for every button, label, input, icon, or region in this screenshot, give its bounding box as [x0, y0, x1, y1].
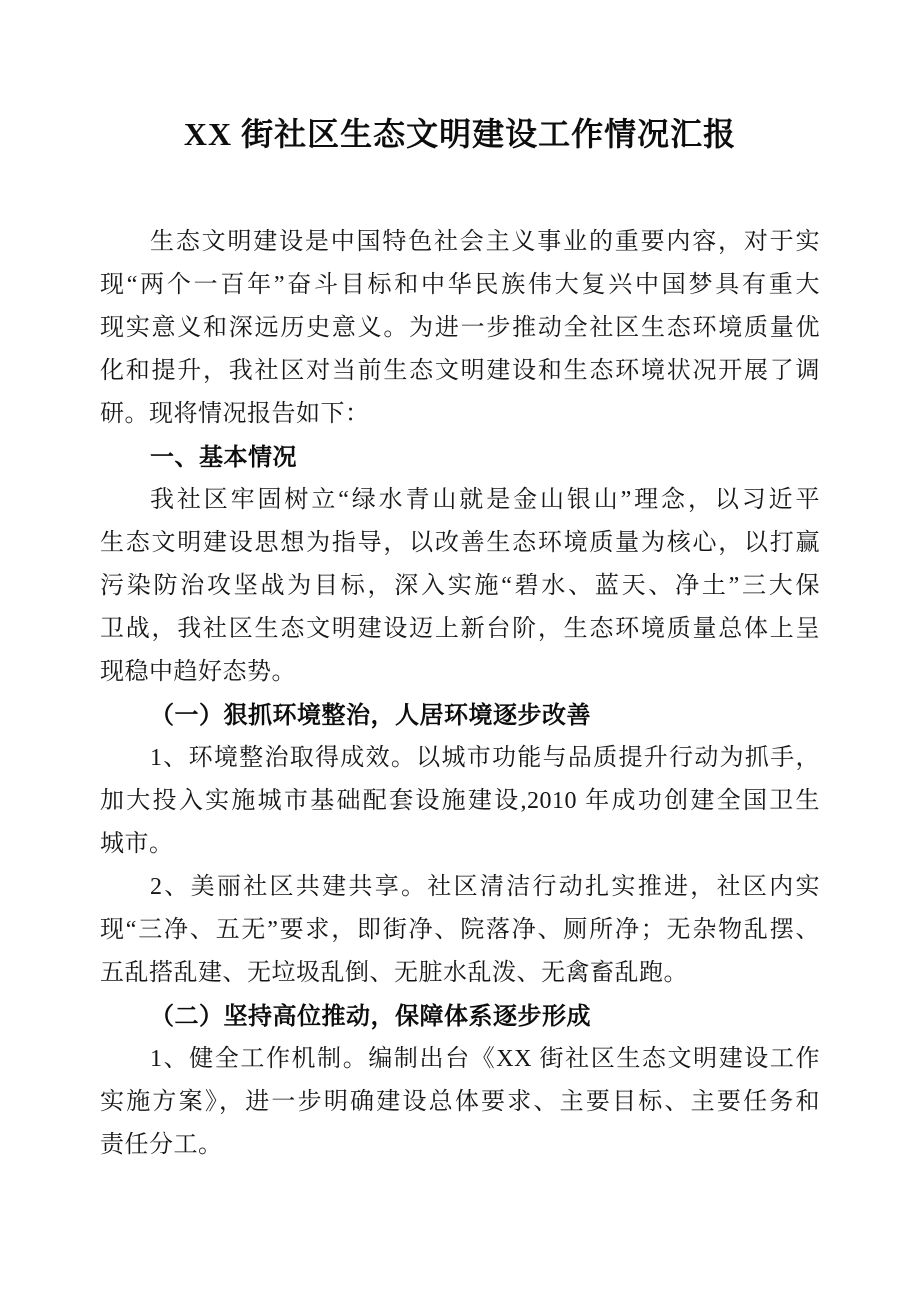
text-line: 现“三净、五无”要求，即街净、院落净、厕所净；无杂物乱摆、 — [100, 917, 820, 943]
text-line: 生态文明建设思想为指导，以改善生态环境质量为核心，以打赢 — [100, 530, 820, 556]
text-line: 现“两个一百年”奋斗目标和中华民族伟大复兴中国梦具有重大 — [100, 272, 820, 298]
text-line: 加大投入实施城市基础配套设施建设,2010 年成功创建全国卫生 — [100, 788, 820, 814]
text-line: 1、健全工作机制。编制出台《XX 街社区生态文明建设工作 — [150, 1046, 820, 1072]
text-line: 实施方案》，进一步明确建设总体要求、主要目标、主要任务和 — [100, 1089, 820, 1115]
text-line: 现实意义和深远历史意义。为进一步推动全社区生态环境质量优 — [100, 315, 820, 341]
text-line: 研。现将情况报告如下： — [100, 401, 370, 427]
text-line: 1、环境整治取得成效。以城市功能与品质提升行动为抓手， — [150, 745, 820, 771]
text-line: 责任分工。 — [100, 1132, 223, 1158]
text-line: 化和提升，我社区对当前生态文明建设和生态环境状况开展了调 — [100, 358, 820, 384]
document-title: XX 街社区生态文明建设工作情况汇报 — [183, 116, 737, 152]
text-line: 2、美丽社区共建共享。社区清洁行动扎实推进，社区内实 — [150, 874, 820, 900]
section-heading: （二）坚持高位推动，保障体系逐步形成 — [150, 1003, 591, 1030]
text-line: 五乱搭乱建、无垃圾乱倒、无脏水乱泼、无禽畜乱跑。 — [100, 960, 688, 986]
document-body — [100, 221, 820, 1167]
section-heading: 一、基本情况 — [150, 444, 297, 471]
text-line: 生态文明建设是中国特色社会主义事业的重要内容，对于实 — [150, 229, 820, 255]
text-line: 卫战，我社区生态文明建设迈上新台阶，生态环境质量总体上呈 — [100, 616, 820, 642]
text-line: 污染防治攻坚战为目标，深入实施“碧水、蓝天、净土”三大保 — [100, 573, 820, 599]
section-heading: （一）狠抓环境整治，人居环境逐步改善 — [150, 702, 591, 729]
text-line: 我社区牢固树立“绿水青山就是金山银山”理念，以习近平 — [150, 487, 820, 513]
text-line: 城市。 — [100, 831, 174, 857]
text-line: 现稳中趋好态势。 — [100, 659, 296, 685]
